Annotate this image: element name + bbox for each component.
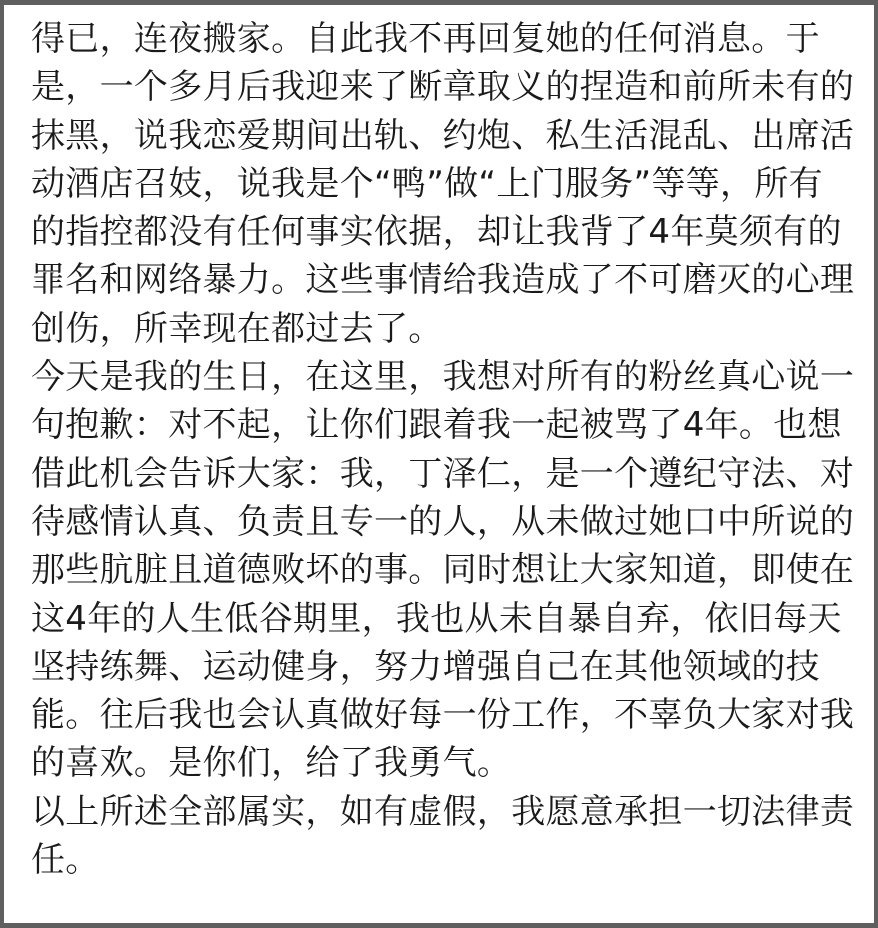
paragraph-3 bbox=[31, 788, 855, 885]
text-line: 这4年的人生低谷期里，我也从未自暴自弃，依旧每天 bbox=[31, 598, 842, 639]
text-line: 能。往后我也会认真做好每一份工作，不辜负大家对我 bbox=[31, 695, 855, 736]
paragraph-1 bbox=[31, 15, 855, 353]
text-line: 创伤，所幸现在都过去了。 bbox=[31, 308, 443, 349]
text-line: 以上所述全部属实，如有虚假，我愿意承担一切法律责 bbox=[31, 791, 855, 832]
text-line: 罪名和网络暴力。这些事情给我造成了不可磨灭的心理 bbox=[31, 260, 855, 301]
text-line: 坚持练舞、运动健身，努力增强自己在其他领域的技 bbox=[31, 646, 820, 687]
text-line: 的指控都没有任何事实依据，却让我背了4年莫须有的 bbox=[31, 212, 842, 253]
text-line: 任。 bbox=[31, 840, 100, 881]
text-line: 句抱歉：对不起，让你们跟着我一起被骂了4年。也想 bbox=[31, 405, 842, 446]
text-line: 那些肮脏且道德败坏的事。同时想让大家知道，即使在 bbox=[31, 550, 855, 591]
text-line: 待感情认真、负责且专一的人，从未做过她口中所说的 bbox=[31, 501, 855, 542]
text-line: 得已，连夜搬家。自此我不再回复她的任何消息。于 bbox=[31, 19, 820, 59]
text-line: 的喜欢。是你们，给了我勇气。 bbox=[31, 743, 512, 784]
text-line: 是，一个多月后我迎来了断章取义的捏造和前所未有的 bbox=[31, 67, 855, 108]
text-line: 今天是我的生日，在这里，我想对所有的粉丝真心说一 bbox=[31, 357, 855, 398]
text-line: 动酒店召妓，说我是个“鸭”做“上门服务”等等，所有 bbox=[31, 163, 823, 204]
statement-body bbox=[31, 15, 855, 884]
statement-sheet bbox=[4, 5, 874, 923]
paragraph-2 bbox=[31, 353, 855, 788]
text-line: 借此机会告诉大家：我，丁泽仁，是一个遵纪守法、对 bbox=[31, 453, 855, 494]
text-line: 抹黑，说我恋爱期间出轨、约炮、私生活混乱、出席活 bbox=[31, 115, 855, 156]
